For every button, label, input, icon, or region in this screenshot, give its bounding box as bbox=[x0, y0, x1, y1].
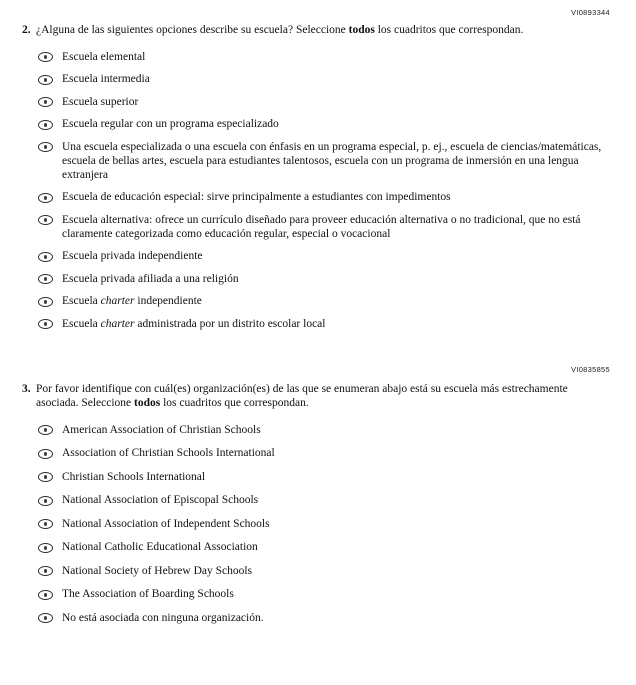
question-2-header bbox=[22, 23, 610, 38]
option-label: No está asociada con ninguna organización. bbox=[62, 611, 264, 624]
answer-oval[interactable] bbox=[38, 566, 53, 576]
option-row bbox=[36, 540, 610, 554]
question-2-number: 2. bbox=[22, 24, 31, 36]
oval-mark-icon bbox=[44, 522, 47, 526]
option-row bbox=[36, 446, 610, 460]
oval-mark-icon bbox=[44, 78, 47, 82]
option-label: Escuela privada afiliada a una religión bbox=[62, 272, 239, 285]
oval-mark-icon bbox=[44, 616, 47, 620]
option-label: American Association of Christian Schools bbox=[62, 423, 261, 436]
option-label: Escuela charter administrada por un distrito escolar local bbox=[62, 317, 326, 330]
question-3-options bbox=[36, 423, 610, 625]
question-3-header bbox=[22, 382, 610, 411]
option-label: Association of Christian Schools International bbox=[62, 447, 275, 459]
option-label: Escuela superior bbox=[62, 95, 139, 108]
option-label: National Catholic Educational Association bbox=[62, 541, 258, 553]
form-code-top: VI0893344 bbox=[571, 8, 610, 17]
oval-mark-icon bbox=[44, 218, 47, 222]
option-label: National Association of Episcopal Schools bbox=[62, 494, 259, 506]
oval-mark-icon bbox=[44, 100, 47, 104]
oval-mark-icon bbox=[44, 55, 47, 59]
question-2 bbox=[22, 23, 610, 331]
option-row bbox=[36, 294, 610, 308]
answer-oval[interactable] bbox=[38, 252, 53, 262]
oval-mark-icon bbox=[44, 196, 47, 200]
option-row bbox=[36, 95, 610, 109]
question-2-text: ¿Alguna de las siguientes opciones describe su escuela? Seleccione todos los cuadritos que correspondan. bbox=[36, 24, 524, 36]
option-label: The Association of Boarding Schools bbox=[62, 588, 234, 600]
option-row bbox=[36, 117, 610, 131]
answer-oval[interactable] bbox=[38, 496, 53, 506]
option-row bbox=[36, 317, 610, 331]
option-row bbox=[36, 517, 610, 531]
option-row bbox=[36, 190, 610, 204]
answer-oval[interactable] bbox=[38, 425, 53, 435]
answer-oval[interactable] bbox=[38, 274, 53, 284]
option-row bbox=[36, 140, 610, 182]
answer-oval[interactable] bbox=[38, 543, 53, 553]
oval-mark-icon bbox=[44, 123, 47, 127]
option-row bbox=[36, 611, 610, 625]
question-3-text: Por favor identifique con cuál(es) organización(es) de las que se enumeran abajo está su escuela más estrechamente asociada. Seleccione todos los cuadritos que correspondan. bbox=[36, 382, 568, 409]
oval-mark-icon bbox=[44, 593, 47, 597]
oval-mark-icon bbox=[44, 569, 47, 573]
oval-mark-icon bbox=[44, 300, 47, 304]
oval-mark-icon bbox=[44, 475, 47, 479]
answer-oval[interactable] bbox=[38, 319, 53, 329]
answer-oval[interactable] bbox=[38, 449, 53, 459]
option-row bbox=[36, 564, 610, 578]
option-row bbox=[36, 587, 610, 601]
oval-mark-icon bbox=[44, 145, 47, 149]
answer-oval[interactable] bbox=[38, 519, 53, 529]
answer-oval[interactable] bbox=[38, 297, 53, 307]
option-label: National Association of Independent Schools bbox=[62, 517, 270, 530]
option-label: Escuela de educación especial: sirve principalmente a estudiantes con impedimentos bbox=[62, 191, 451, 203]
option-row bbox=[36, 213, 610, 241]
answer-oval[interactable] bbox=[38, 52, 53, 62]
answer-oval[interactable] bbox=[38, 75, 53, 85]
option-label: Escuela regular con un programa especializado bbox=[62, 118, 279, 130]
oval-mark-icon bbox=[44, 255, 47, 259]
option-row bbox=[36, 470, 610, 484]
question-3-number: 3. bbox=[22, 382, 31, 395]
option-label: National Society of Hebrew Day Schools bbox=[62, 564, 253, 577]
option-label: Una escuela especializada o una escuela con énfasis en un programa especial, p. ej., escuela de ciencias/matemáticas, escuela de bellas artes, escuela para estudiantes talentosos, escuela con un programa de inmersión en una lengua extranjera bbox=[62, 140, 602, 181]
option-row bbox=[36, 423, 610, 437]
question-3 bbox=[22, 382, 610, 625]
answer-oval[interactable] bbox=[38, 590, 53, 600]
option-label: Escuela intermedia bbox=[62, 73, 150, 85]
answer-oval[interactable] bbox=[38, 193, 53, 203]
answer-oval[interactable] bbox=[38, 215, 53, 225]
option-label: Escuela alternativa: ofrece un currículo diseñado para proveer educación alternativa o no tradicional, que no está claramente categorizada como educación regular, especial o vocacional bbox=[62, 213, 581, 240]
answer-oval[interactable] bbox=[38, 472, 53, 482]
form-code-mid: VI0835855 bbox=[571, 364, 610, 374]
answer-oval[interactable] bbox=[38, 97, 53, 107]
oval-mark-icon bbox=[44, 322, 47, 326]
option-row bbox=[36, 249, 610, 263]
question-2-options bbox=[36, 50, 610, 331]
oval-mark-icon bbox=[44, 546, 47, 550]
oval-mark-icon bbox=[44, 277, 47, 281]
option-label: Escuela elemental bbox=[62, 50, 146, 63]
oval-mark-icon bbox=[44, 499, 47, 503]
answer-oval[interactable] bbox=[38, 120, 53, 130]
option-label: Christian Schools International bbox=[62, 470, 206, 483]
oval-mark-icon bbox=[44, 428, 47, 432]
option-row bbox=[36, 72, 610, 86]
answer-oval[interactable] bbox=[38, 613, 53, 623]
option-row bbox=[36, 50, 610, 64]
option-label: Escuela charter independiente bbox=[62, 295, 202, 307]
answer-oval[interactable] bbox=[38, 142, 53, 152]
option-row bbox=[36, 272, 610, 286]
oval-mark-icon bbox=[44, 452, 47, 456]
option-row bbox=[36, 493, 610, 507]
option-label: Escuela privada independiente bbox=[62, 250, 203, 262]
